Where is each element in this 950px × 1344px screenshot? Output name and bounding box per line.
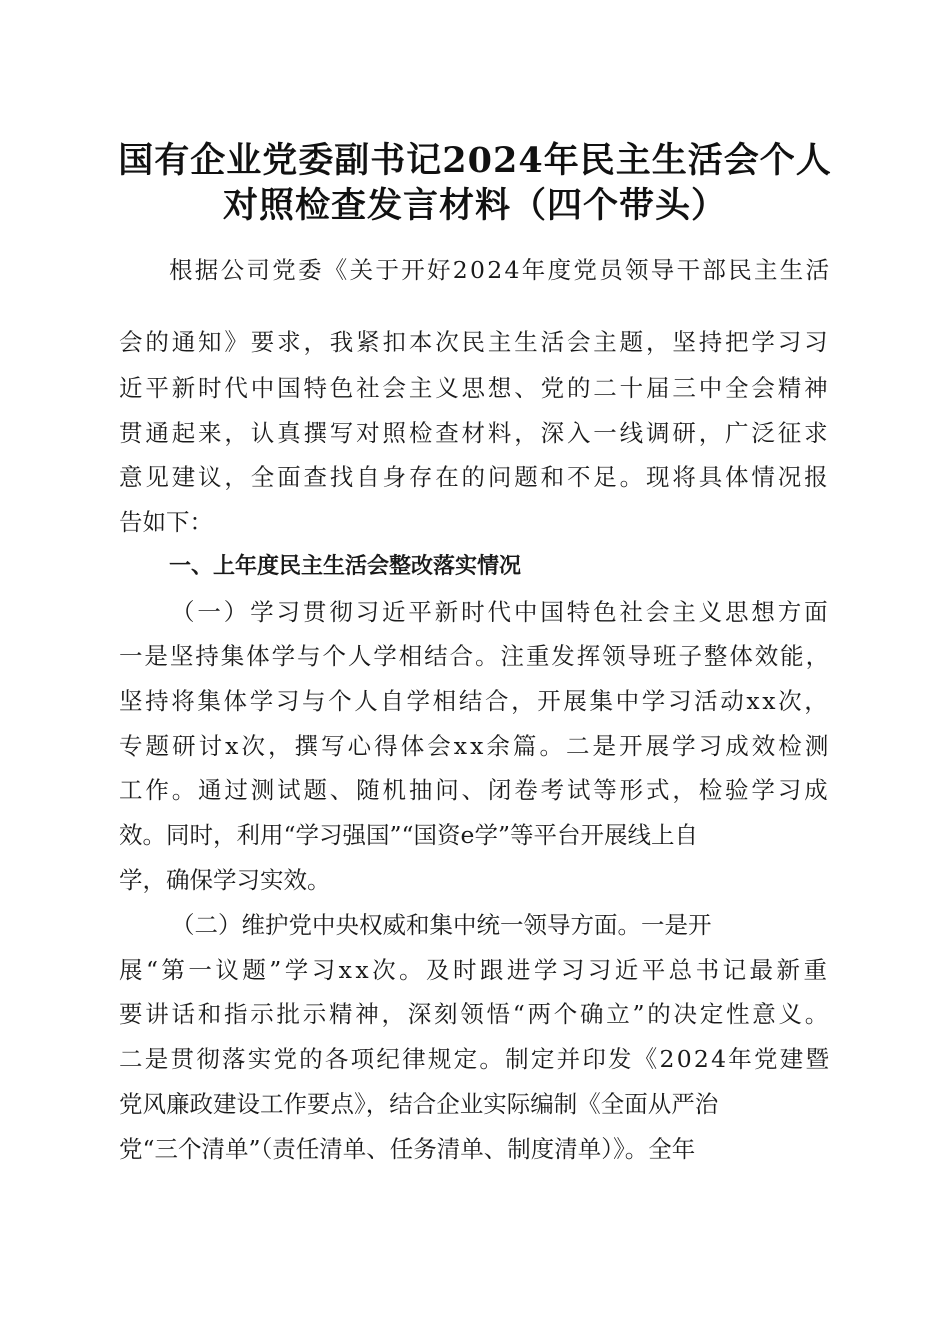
paragraph-line: 党“三个清单”（责任清单、任务清单、制度清单）》。全年 <box>119 1135 696 1163</box>
paragraph-line: 二是贯彻落实党的各项纪律规定。制定并印发《2024年党建暨 <box>119 1045 832 1073</box>
paragraph-line: 要讲话和指示批示精神，深刻领悟“两个确立”的决定性意义。 <box>119 1000 832 1028</box>
paragraph-line: 意见建议，全面查找自身存在的问题和不足。现将具体情况报 <box>119 463 831 491</box>
paragraph-line: 党风廉政建设工作要点》，结合企业实际编制《全面从严治 <box>119 1090 719 1118</box>
paragraph-line: 根据公司党委《关于开好2024年度党员领导干部民主生活 <box>169 256 832 284</box>
subsection-heading: （一）学习贯彻习近平新时代中国特色社会主义思想方面 <box>171 598 831 626</box>
paragraph-line: 一是坚持集体学与个人学相结合。注重发挥领导班子整体效能， <box>119 642 832 670</box>
paragraph-line: 专题研讨x次，撰写心得体会xx余篇。二是开展学习成效检测 <box>119 732 832 760</box>
paragraph-line: 效。同时，利用“学习强国”“国资e学”等平台开展线上自 <box>119 821 698 849</box>
paragraph-line: 近平新时代中国特色社会主义思想、党的二十届三中全会精神 <box>119 374 831 402</box>
subsection-heading: （二）维护党中央权威和集中统一领导方面。一是开 <box>171 911 712 939</box>
document-title-line-1: 国有企业党委副书记2024年民主生活会个人 <box>118 140 832 181</box>
document-title-line-2: 对照检查发言材料（四个带头） <box>222 185 727 226</box>
paragraph-line: 告如下： <box>119 508 213 536</box>
paragraph-line: 工作。通过测试题、随机抽问、闭卷考试等形式，检验学习成 <box>119 776 831 804</box>
paragraph-line: 学，确保学习实效。 <box>119 866 331 894</box>
paragraph-line: 展“第一议题”学习xx次。及时跟进学习习近平总书记最新重 <box>119 956 831 984</box>
paragraph-line: 贯通起来，认真撰写对照检查材料，深入一线调研，广泛征求 <box>119 419 831 447</box>
paragraph-line: 坚持将集体学习与个人自学相结合，开展集中学习活动xx次， <box>119 687 831 715</box>
paragraph-line: 会的通知》要求，我紧扣本次民主生活会主题，坚持把学习习 <box>119 328 831 356</box>
section-heading: 一、上年度民主生活会整改落实情况 <box>169 554 522 579</box>
